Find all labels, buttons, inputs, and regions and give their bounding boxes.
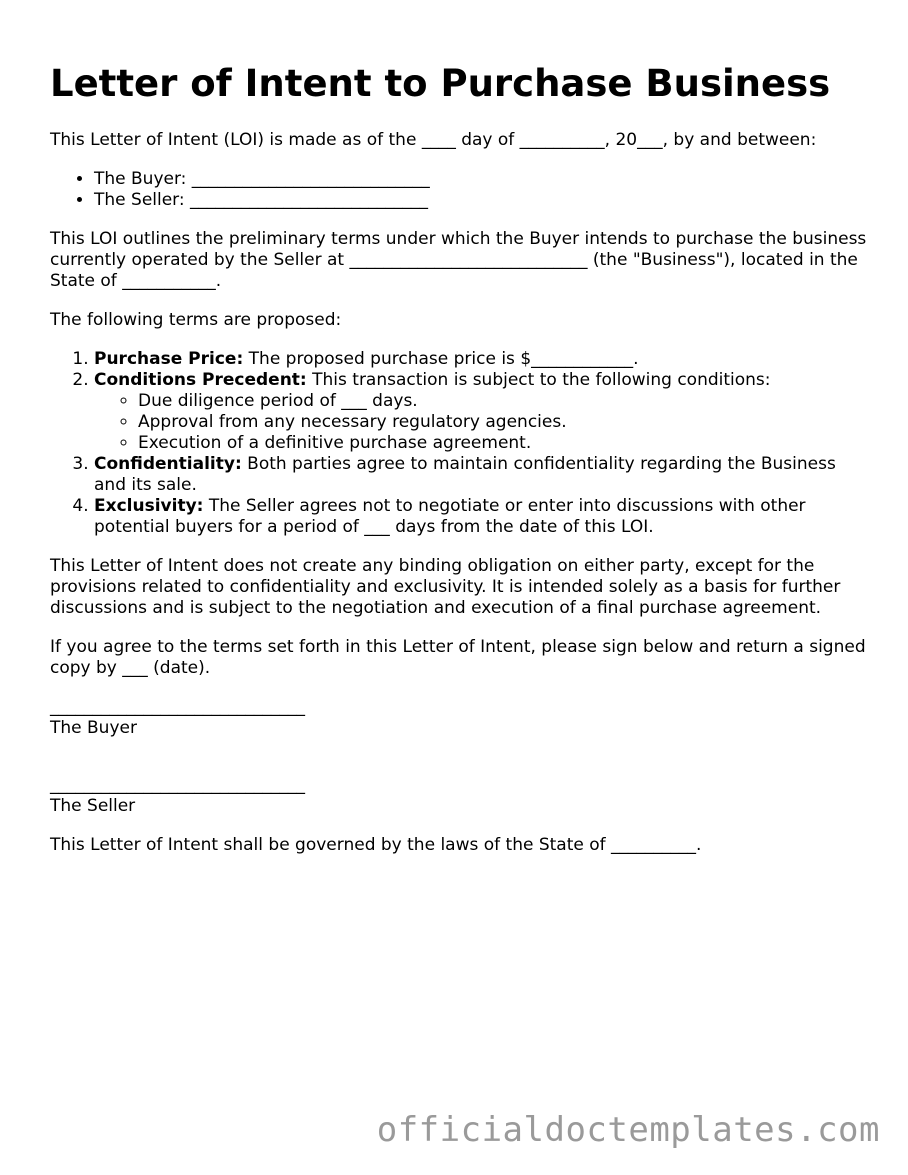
party-seller: • The Seller: ____________________________ <box>94 190 870 211</box>
term-label: Conditions Precedent: <box>94 370 307 390</box>
condition-item: ◦ Due diligence period of ___ days. <box>138 391 870 412</box>
document-title: Letter of Intent to Purchase Business <box>50 62 831 105</box>
condition-item: ◦ Execution of a definitive purchase agreement. <box>138 433 870 454</box>
buyer-signature-block <box>50 697 870 739</box>
term-exclusivity <box>94 496 870 538</box>
seller-signature-block <box>50 775 870 817</box>
seller-signature-line: ______________________________ <box>50 775 305 795</box>
term-conditions <box>94 370 870 454</box>
condition-item: ◦ Approval from any necessary regulatory agencies. <box>138 412 870 433</box>
term-text: This transaction is subject to the following conditions: <box>306 370 771 390</box>
watermark-text: officialdoctemplates.com <box>376 1110 880 1150</box>
term-label: Exclusivity: <box>94 496 204 516</box>
nonbinding-paragraph: This Letter of Intent does not create any binding obligation on either party, except for the provisions related to confidentiality and exclusivity. It is intended solely as a basis for further discussions and is subject to the negotiation and execution of a final purchase agreement. <box>50 556 841 618</box>
intro-paragraph: This Letter of Intent (LOI) is made as of the ____ day of __________, 20___, by and between: <box>50 130 817 150</box>
agree-paragraph: If you agree to the terms set forth in this Letter of Intent, please sign below and return a signed copy by ___ (date). <box>50 637 866 678</box>
term-label: Confidentiality: <box>94 454 242 474</box>
parties-list <box>50 169 870 211</box>
party-buyer: • The Buyer: ____________________________ <box>94 169 870 190</box>
term-confidentiality <box>94 454 870 496</box>
governing-law-paragraph: This Letter of Intent shall be governed by the laws of the State of __________. <box>50 835 702 855</box>
conditions-list <box>94 391 870 454</box>
seller-signature-label: The Seller <box>50 796 136 816</box>
buyer-signature-line: ______________________________ <box>50 697 305 717</box>
document-page <box>50 62 870 874</box>
term-label: Purchase Price: <box>94 349 244 369</box>
signature-spacer <box>50 757 870 775</box>
term-text: The Seller agrees not to negotiate or enter into discussions with other potential buyers for a period of ___ days from the date of this LOI. <box>94 496 806 537</box>
terms-list <box>50 349 870 538</box>
term-purchase-price <box>94 349 870 370</box>
terms-intro: The following terms are proposed: <box>50 310 342 330</box>
term-text: Both parties agree to maintain confidentiality regarding the Business and its sale. <box>94 454 836 495</box>
buyer-signature-label: The Buyer <box>50 718 137 738</box>
term-text: The proposed purchase price is $____________. <box>243 349 639 369</box>
outline-paragraph: This LOI outlines the preliminary terms under which the Buyer intends to purchase the business currently operated by the Seller at ____________________________ (the "Business"), located in the State of ___________. <box>50 229 867 291</box>
